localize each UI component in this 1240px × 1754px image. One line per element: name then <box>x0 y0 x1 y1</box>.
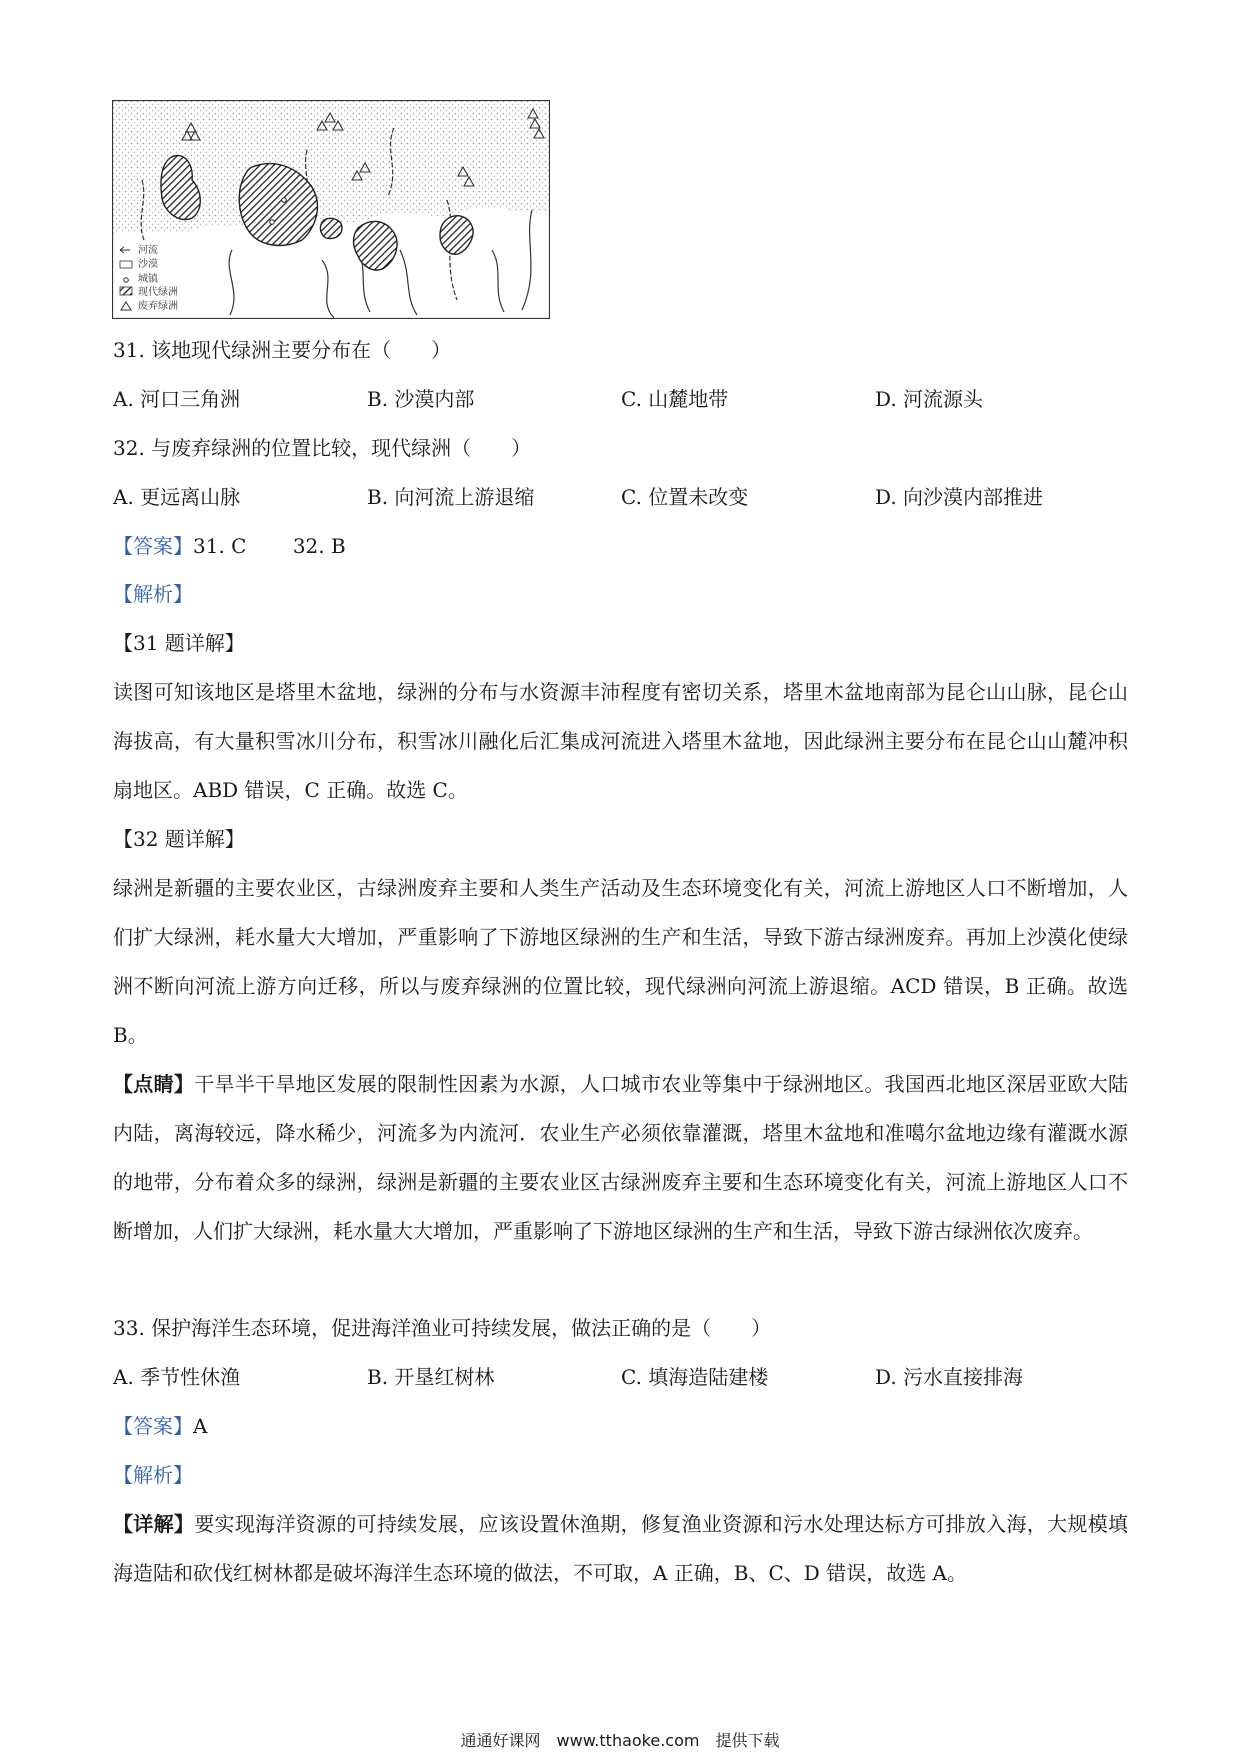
answer-tag: 【答案】 <box>113 534 193 558</box>
detail-33-paragraph <box>113 1500 1128 1598</box>
legend-river: 河流 <box>138 245 158 256</box>
option-32-a: A. 更远离山脉 <box>113 485 241 509</box>
detail-33-tag: 【详解】 <box>113 1512 195 1536</box>
detail-33-body: 要实现海洋资源的可持续发展，应该设置休渔期，修复渔业资源和污水处理达标方可排放入海，大规模填海造陆和砍伐红树林都是破坏海洋生态环境的做法，不可取，A 正确，B、C、D 错误，故选 A。 <box>113 1512 1129 1585</box>
option-31-c: C. 山麓地带 <box>621 387 729 411</box>
question-31-options <box>113 385 1133 413</box>
analysis-33-tag: 【解析】 <box>113 1463 193 1487</box>
key-point-paragraph <box>113 1060 1128 1256</box>
option-31-b: B. 沙漠内部 <box>367 387 475 411</box>
legend-town: 城镇 <box>138 274 158 285</box>
option-32-b: B. 向河流上游退缩 <box>367 485 535 509</box>
answer-33 <box>113 1412 207 1440</box>
option-33-d: D. 污水直接排海 <box>875 1365 1024 1389</box>
detail-32-title: 【32 题详解】 <box>113 827 245 851</box>
detail-32-body: 绿洲是新疆的主要农业区，古绿洲废弃主要和人类生产活动及生态环境变化有关，河流上游地区人口不断增加，人们扩大绿洲，耗水量大大增加，严重影响了下游地区绿洲的生产和生活，导致下游古绿洲废弃。再加上沙漠化使绿洲不断向河流上游方向迁移，所以与废弃绿洲的位置比较，现代绿洲向河流上游退缩。ACD 错误，B 正确。故选 B。 <box>113 876 1128 1047</box>
option-31-d: D. 河流源头 <box>875 387 984 411</box>
answer-31-32 <box>113 532 346 560</box>
legend-desert: 沙漠 <box>138 259 158 270</box>
page-footer: 通通好课网 www.tthaoke.com 提供下载 <box>460 1731 780 1750</box>
oasis-distribution-map <box>112 100 550 319</box>
question-31-stem: 31. 该地现代绿洲主要分布在（ ） <box>113 338 452 362</box>
answer-text: 31. C 32. B <box>193 534 346 558</box>
answer-33-text: A <box>193 1414 208 1438</box>
detail-31-body: 读图可知该地区是塔里木盆地，绿洲的分布与水资源丰沛程度有密切关系，塔里木盆地南部为昆仑山山脉，昆仑山海拔高，有大量积雪冰川分布，积雪冰川融化后汇集成河流进入塔里木盆地，因此绿洲主要分布在昆仑山山麓冲积扇地区。ABD 错误，C 正确。故选 C。 <box>113 680 1128 802</box>
question-33-stem: 33. 保护海洋生态环境，促进海洋渔业可持续发展，做法正确的是（ ） <box>113 1316 772 1340</box>
option-32-c: C. 位置未改变 <box>621 485 749 509</box>
question-33-options <box>113 1363 1133 1391</box>
option-33-c: C. 填海造陆建楼 <box>621 1365 769 1389</box>
key-point-tag: 【点睛】 <box>113 1072 195 1096</box>
analysis-tag: 【解析】 <box>113 582 193 606</box>
option-33-b: B. 开垦红树林 <box>367 1365 495 1389</box>
answer-33-tag: 【答案】 <box>113 1414 193 1438</box>
detail-31-title: 【31 题详解】 <box>113 631 245 655</box>
legend-abandoned-oasis: 废弃绿洲 <box>138 301 178 312</box>
question-32-stem: 32. 与废弃绿洲的位置比较，现代绿洲（ ） <box>113 436 532 460</box>
option-31-a: A. 河口三角洲 <box>113 387 241 411</box>
option-33-a: A. 季节性休渔 <box>113 1365 241 1389</box>
question-32-options <box>113 483 1133 511</box>
legend-modern-oasis: 现代绿洲 <box>138 287 178 298</box>
key-point-body: 干旱半干旱地区发展的限制性因素为水源，人口城市农业等集中于绿洲地区。我国西北地区深居亚欧大陆内陆，离海较远，降水稀少，河流多为内流河．农业生产必须依靠灌溉，塔里木盆地和准噶尔盆地边缘有灌溉水源的地带，分布着众多的绿洲，绿洲是新疆的主要农业区古绿洲废弃主要和生态环境变化有关，河流上游地区人口不断增加，人们扩大绿洲，耗水量大大增加，严重影响了下游地区绿洲的生产和生活，导致下游古绿洲依次废弃。 <box>113 1072 1129 1243</box>
option-32-d: D. 向沙漠内部推进 <box>875 485 1044 509</box>
